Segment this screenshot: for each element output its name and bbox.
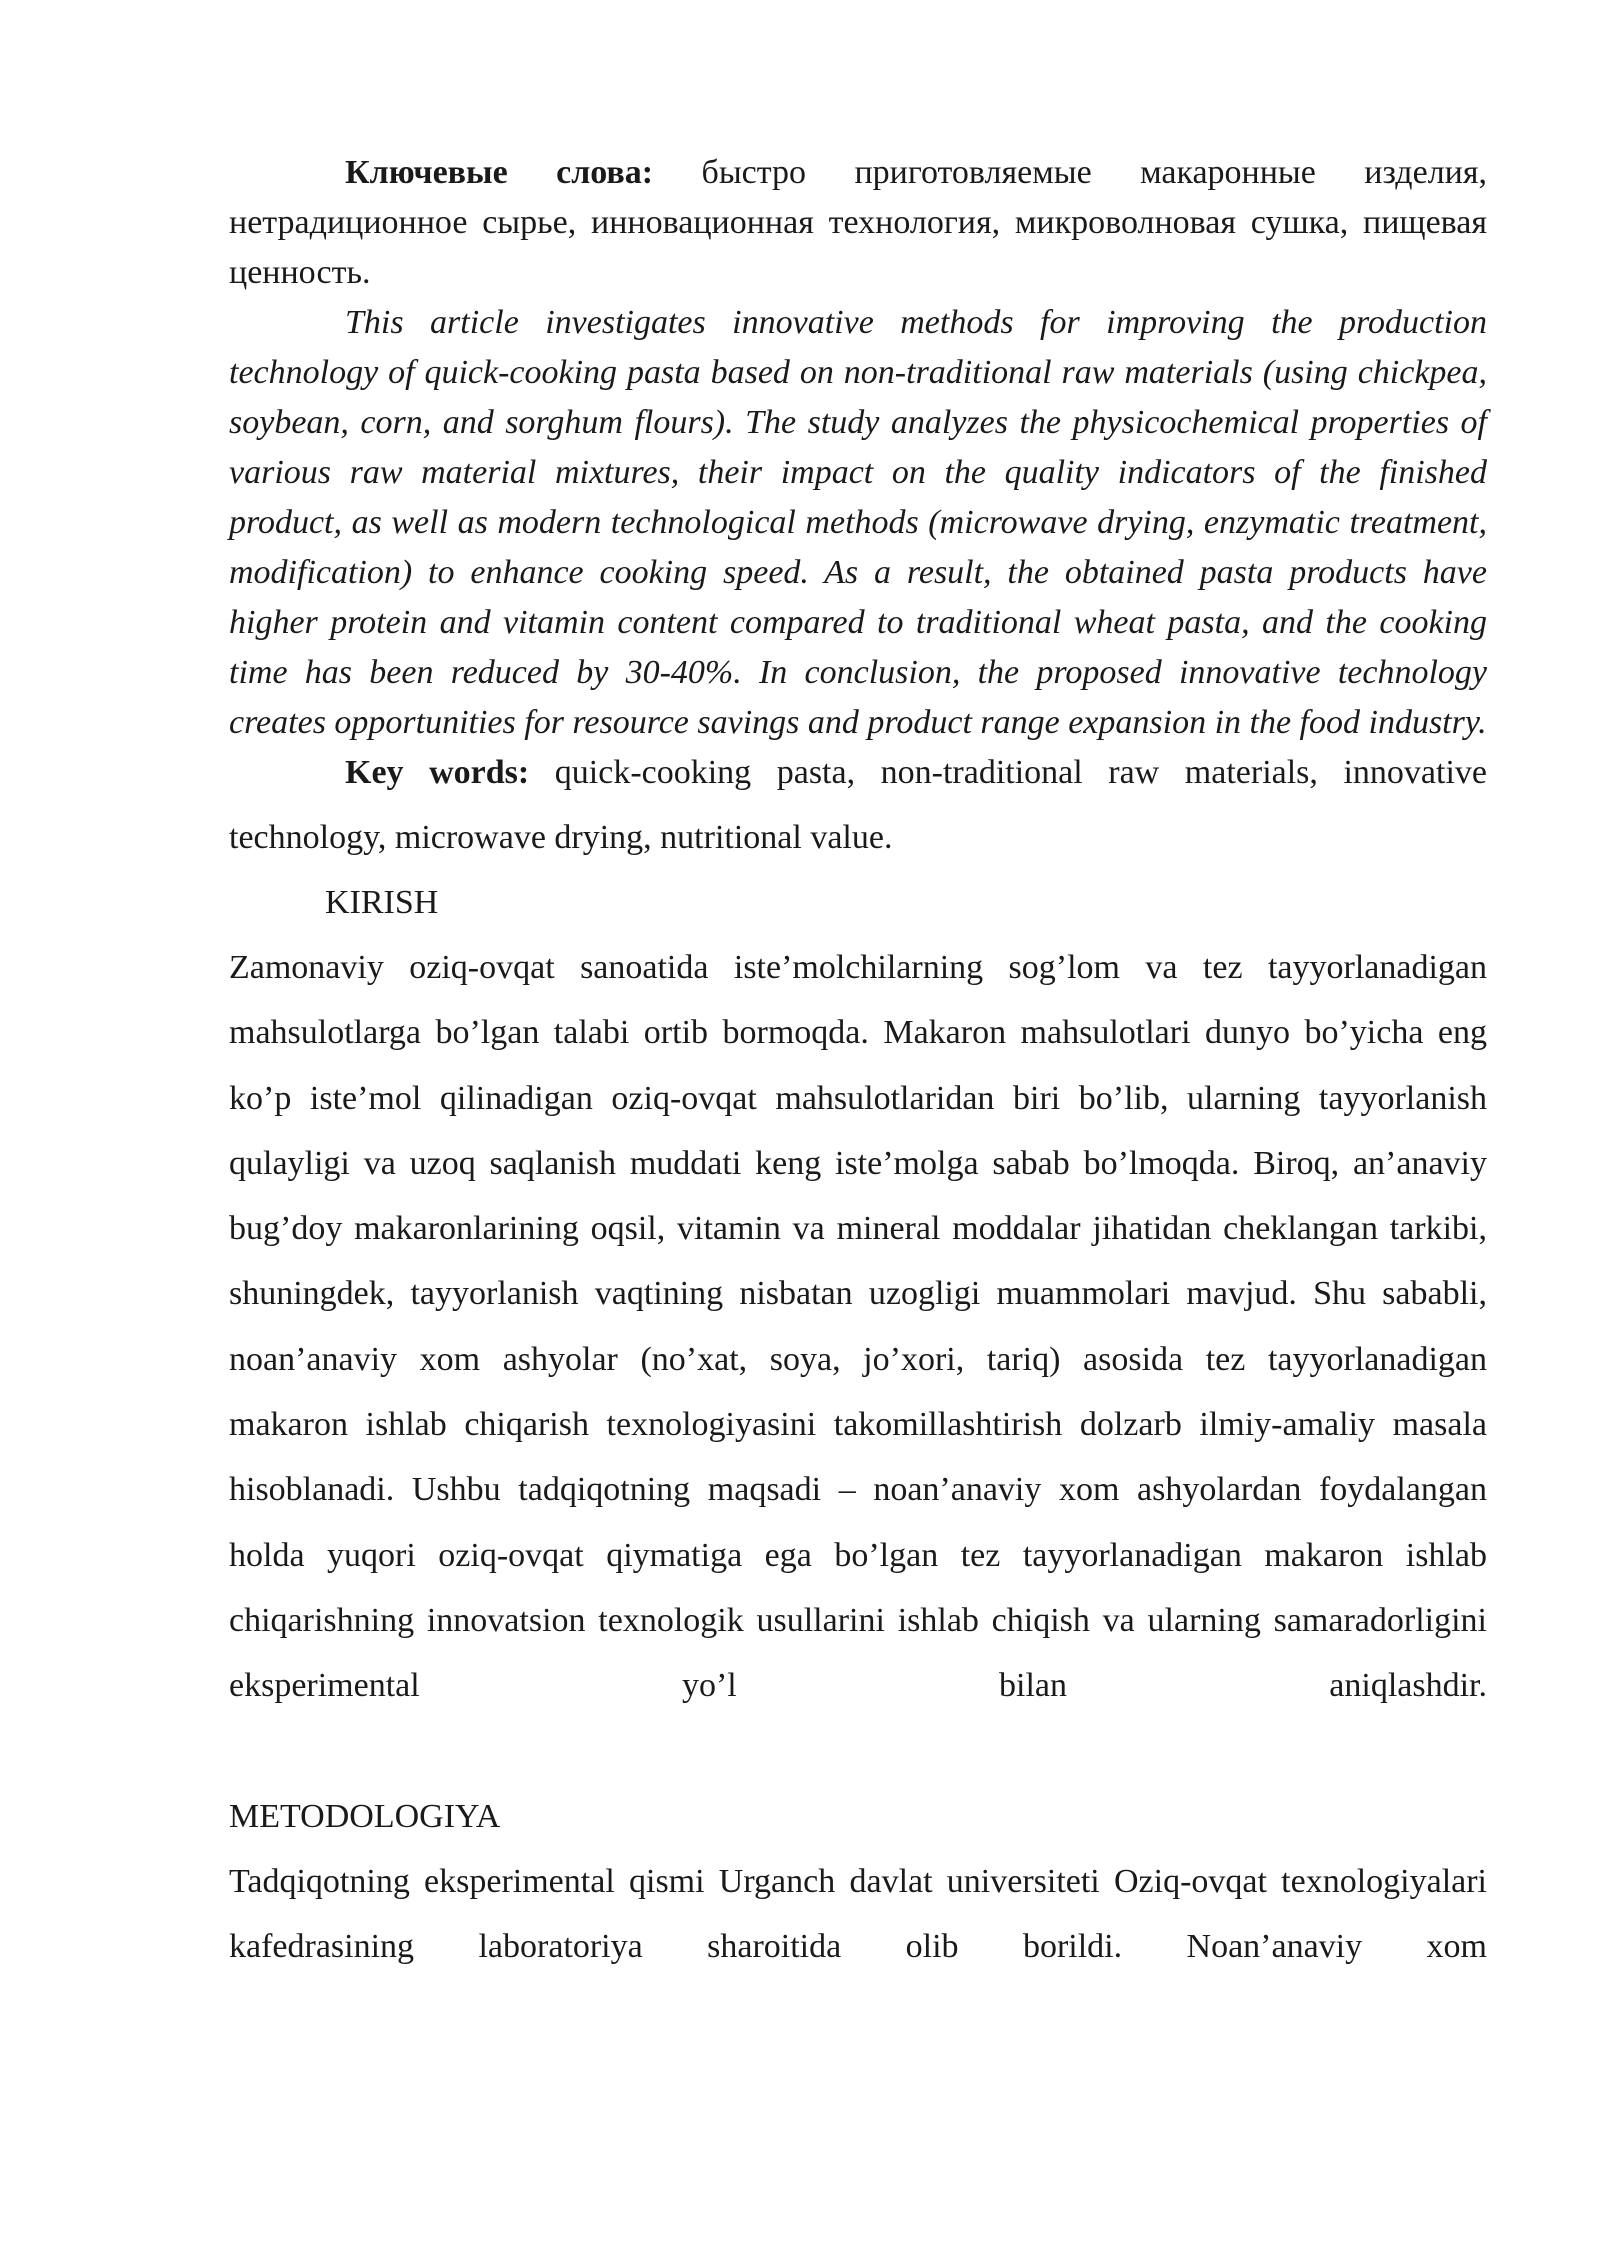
russian-keywords-paragraph [229, 148, 1487, 298]
section-spacer [229, 1719, 1487, 1784]
english-abstract: This article investigates innovative methods for improving the production technology of quick-cooking pasta based on non-traditional raw materials (using chickpea, soybean, corn, and sorghum flours). The study analyzes the physicochemical properties of various raw material mixtures, their impact on the quality indicators of the finished product, as well as modern technological methods (microwave drying, enzymatic treatment, modification) to enhance cooking speed. As a result, the obtained pasta products have higher protein and vitamin content compared to traditional wheat pasta, and the cooking time has been reduced by 30-40%. In conclusion, the proposed innovative technology creates opportunities for resource savings and product range expansion in the food industry. [229, 304, 1487, 741]
kirish-paragraph: Zamonaviy oziq-ovqat sanoatida iste’molchilarning sog’lom va tez tayyorlanadigan mahsulotlarga bo’lgan talabi ortib bormoqda. Makaron mahsulotlari dunyo bo’yicha eng ko’p iste’mol qilinadigan oziq-ovqat mahsulotlaridan biri bo’lib, ularning tayyorlanish qulayligi va uzoq saqlanish muddati keng iste’molga sabab bo’lmoqda. Biroq, an’anaviy bug’doy makaronlarining oqsil, vitamin va mineral moddalar jihatidan cheklangan tarkibi, shuningdek, tayyorlanish vaqtining nisbatan uzogligi muammolari mavjud. Shu sababli, noan’anaviy xom ashyolar (no’xat, soya, jo’xori, tariq) asosida tez tayyorlanadigan makaron ishlab chiqarish texnologiyasini takomillashtirish dolzarb ilmiy-amaliy masala hisoblanadi. Ushbu tadqiqotning maqsadi – noan’anaviy xom ashyolardan foydalangan holda yuqori oziq-ovqat qiymatiga ega bo’lgan tez tayyorlanadigan makaron ishlab chiqarishning innovatsion texnologik usullarini ishlab chiqish va ularning samaradorligini eksperimental yo’l bilan aniqlashdir. [229, 949, 1487, 1705]
english-keywords-text: quick-cooking pasta, non-traditional raw materials, innovative technology, microwave drying, nutritional value. [229, 754, 1487, 856]
metodologiya-heading: METODOLOGIYA [229, 1797, 501, 1835]
kirish-heading: KIRISH [325, 884, 439, 921]
russian-keywords-label: Ключевые слова: [345, 154, 654, 191]
document-page [229, 148, 1487, 1979]
russian-keywords-text: быстро приготовляемые макаронные изделия, нетрадиционное сырье, инновационная технология, микроволновая сушка, пищевая ценность. [229, 154, 1487, 291]
english-keywords-label: Key words: [345, 754, 530, 791]
metodologiya-paragraph: Tadqiqotning eksperimental qismi Urganch davlat universiteti Oziq-ovqat texnologiyalari kafedrasining laboratoriya sharoitida olib borildi. Noan’anaviy xom [229, 1862, 1487, 1965]
english-keywords-paragraph [229, 740, 1487, 870]
